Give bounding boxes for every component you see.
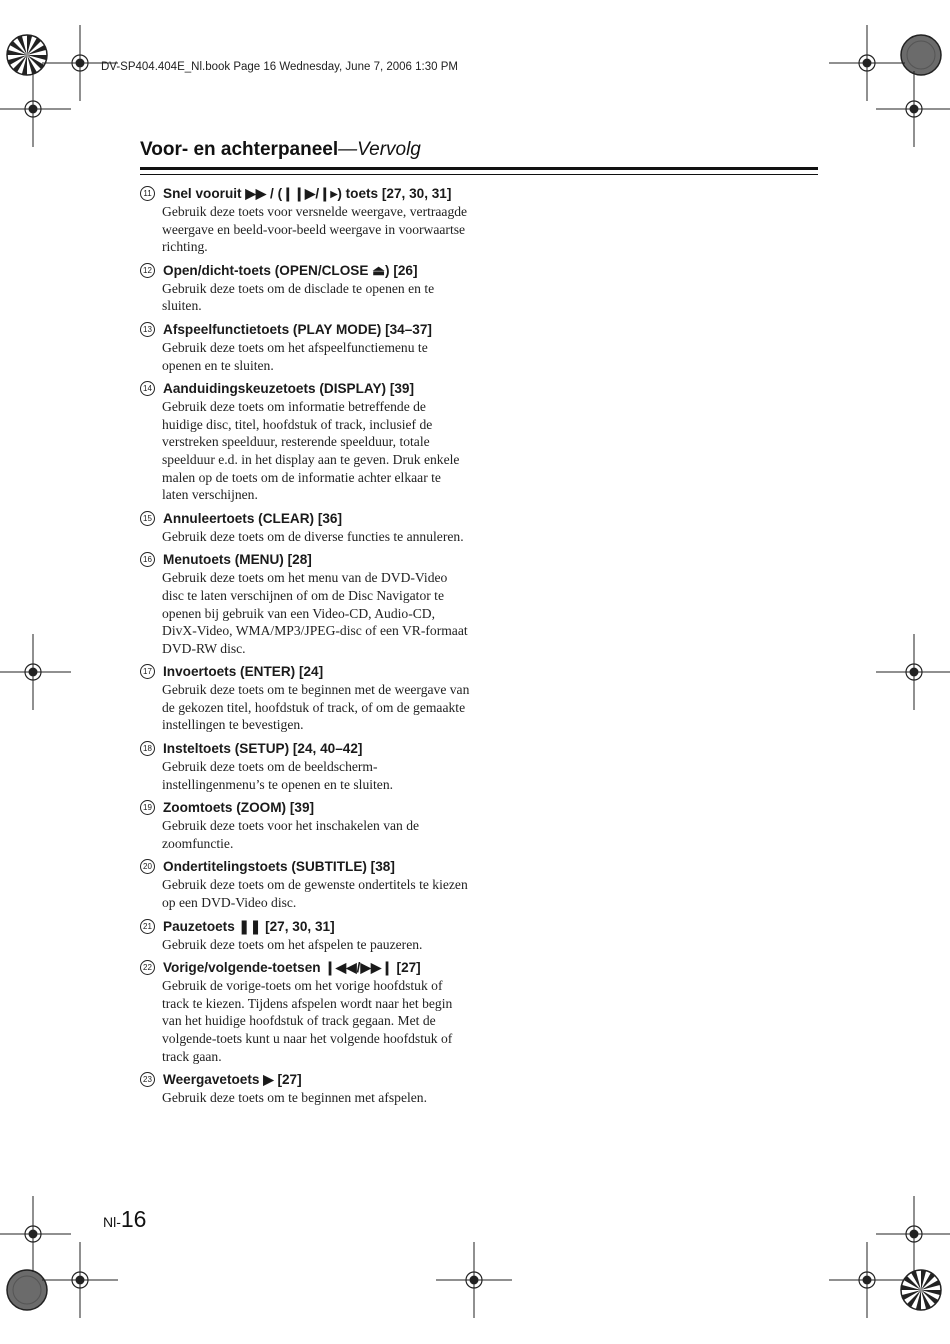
list-item	[140, 739, 470, 793]
item-number: 11	[140, 186, 155, 201]
item-heading: Vorige/volgende-toetsen ❙◀◀/▶▶❙ [27]	[163, 960, 421, 976]
item-number: 13	[140, 322, 155, 337]
list-item	[140, 550, 470, 657]
item-heading: Annuleertoets (CLEAR) [36]	[163, 510, 342, 526]
item-description: Gebruik de vorige-toets om het vorige hoofdstuk of track te kiezen. Tijdens afspelen wordt naar het begin van het huidige hoofdstuk of track gegaan. Met de volgende-toets kunt u naar het volgende hoofdstuk of track gaan.	[162, 978, 453, 1064]
item-list	[140, 184, 470, 1112]
item-number: 21	[140, 919, 155, 934]
page-subtitle: —Vervolg	[338, 139, 421, 160]
list-item	[140, 261, 470, 315]
item-description: Gebruik deze toets om informatie betreffende de huidige disc, titel, hoofdstuk of track, inclusief de verstreken speelduur, resterende speelduur, totale speelduur e.d. in het display aan te geven. Druk enkele malen op de toets om de informatie achter elkaar te laten verschijnen.	[162, 399, 460, 503]
list-item	[140, 798, 470, 852]
list-item	[140, 379, 470, 504]
item-heading: Pauzetoets ❚❚ [27, 30, 31]	[163, 918, 335, 934]
list-item	[140, 509, 470, 546]
item-description: Gebruik deze toets voor het inschakelen van de zoomfunctie.	[162, 818, 420, 851]
item-heading: Afspeelfunctietoets (PLAY MODE) [34–37]	[163, 321, 432, 337]
item-heading: Ondertitelingstoets (SUBTITLE) [38]	[163, 859, 395, 875]
list-item	[140, 917, 470, 954]
list-item	[140, 184, 470, 256]
item-number: 22	[140, 960, 155, 975]
page-header	[140, 139, 818, 170]
item-heading: Insteltoets (SETUP) [24, 40–42]	[163, 741, 363, 757]
item-number: 12	[140, 263, 155, 278]
page-title: Voor- en achterpaneel	[140, 139, 339, 160]
item-heading: Menutoets (MENU) [28]	[163, 552, 312, 568]
item-description: Gebruik deze toets om het afspelen te pauzeren.	[162, 936, 423, 952]
item-number: 20	[140, 859, 155, 874]
item-description: Gebruik deze toets voor versnelde weergave, vertraagde weergave en beeld-voor-beeld weergave in voorwaartse richting.	[162, 204, 468, 255]
item-description: Gebruik deze toets om de diverse functies te annuleren.	[162, 528, 464, 544]
item-heading: Aanduidingskeuzetoets (DISPLAY) [39]	[163, 381, 415, 397]
item-heading: Open/dicht-toets (OPEN/CLOSE ⏏) [26]	[163, 262, 418, 278]
item-description: Gebruik deze toets om de gewenste ondertitels te kiezen op een DVD-Video disc.	[162, 877, 468, 911]
page-number-value: 16	[120, 1206, 147, 1232]
list-item	[140, 320, 470, 374]
item-heading: Weergavetoets ▶ [27]	[163, 1072, 302, 1088]
page-number-prefix: Nl-	[103, 1214, 121, 1230]
item-description: Gebruik deze toets om de disclade te openen en te sluiten.	[162, 280, 435, 314]
print-slug: DV-SP404.404E_Nl.book Page 16 Wednesday, June 7, 2006 1:30 PM	[101, 61, 458, 73]
item-number: 14	[140, 381, 155, 396]
item-heading: Snel vooruit ▶▶ / (❙❙▶/❙▸) toets [27, 30, 31]	[163, 186, 452, 201]
item-description: Gebruik deze toets om het afspeelfunctiemenu te openen en te sluiten.	[162, 339, 428, 373]
list-item	[140, 662, 470, 734]
header-rule	[140, 174, 818, 175]
item-number: 15	[140, 511, 155, 526]
item-description: Gebruik deze toets om het menu van de DVD-Video disc te laten verschijnen of om de Disc Navigator te openen bij gebruik van een Video-CD, Audio-CD, DivX-Video, WMA/MP3/JPEG-disc of een VR-formaat DVD-RW disc.	[162, 570, 468, 656]
list-item	[140, 857, 470, 911]
list-item	[140, 958, 470, 1065]
page-number	[103, 1206, 146, 1233]
item-heading: Invoertoets (ENTER) [24]	[163, 664, 324, 680]
item-number: 18	[140, 741, 155, 756]
item-number: 17	[140, 664, 155, 679]
item-number: 19	[140, 800, 155, 815]
item-description: Gebruik deze toets om te beginnen met afspelen.	[162, 1090, 427, 1106]
list-item	[140, 1070, 470, 1107]
item-heading: Zoomtoets (ZOOM) [39]	[163, 800, 315, 816]
item-description: Gebruik deze toets om de beeldscherm-instellingenmenu’s te openen en te sluiten.	[162, 759, 394, 792]
item-number: 16	[140, 552, 155, 567]
item-description: Gebruik deze toets om te beginnen met de weergave van de gekozen titel, hoofdstuk of track, of om de gemaakte instellingen te bevestigen.	[162, 682, 470, 733]
item-number: 23	[140, 1072, 155, 1087]
